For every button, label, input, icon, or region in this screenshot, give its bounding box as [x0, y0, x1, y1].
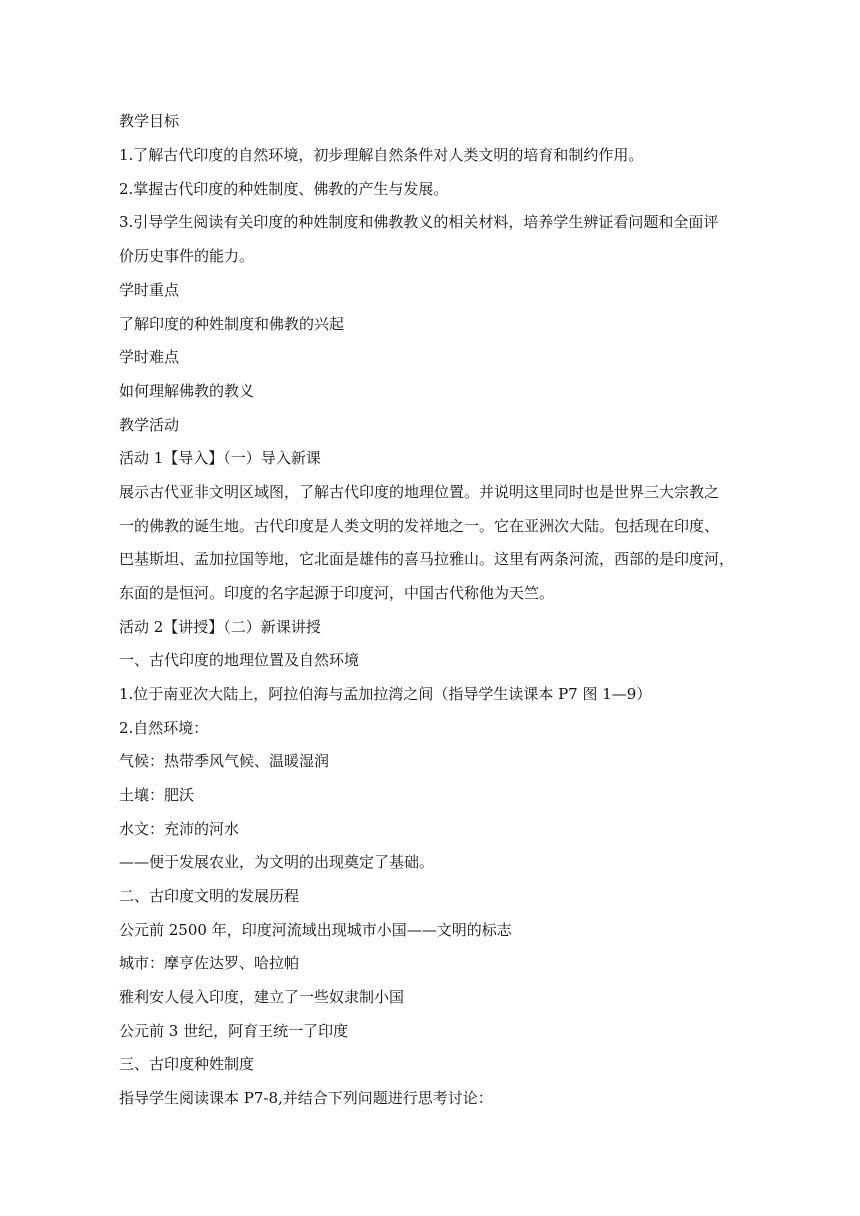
activity-1-paragraph-line-1: 展示古代亚非文明区域图，了解古代印度的地理位置。并说明这里同时也是世界三大宗教之 [119, 483, 720, 501]
goal-3-line-1: 3.引导学生阅读有关印度的种姓制度和佛教教义的相关材料，培养学生辨证看问题和全面评 [119, 213, 719, 231]
section-3-heading: 三、古印度种姓制度 [119, 1055, 255, 1073]
heading-teaching-goals: 教学目标 [119, 112, 180, 130]
history-line-2: 城市：摩亨佐达罗、哈拉帕 [119, 954, 300, 972]
heading-activities: 教学活动 [119, 416, 180, 434]
activity-2-title: 活动 2【讲授】（二）新课讲授 [119, 618, 321, 636]
goal-1: 1.了解古代印度的自然环境，初步理解自然条件对人类文明的培育和制约作用。 [119, 146, 644, 164]
climate-line: 气候：热带季风气候、温暖湿润 [119, 752, 330, 770]
history-line-4: 公元前 3 世纪，阿育王统一了印度 [119, 1022, 349, 1040]
activity-1-title: 活动 1【导入】（一）导入新课 [119, 449, 321, 467]
history-line-3: 雅利安人侵入印度，建立了一些奴隶制小国 [119, 988, 405, 1006]
heading-key-points: 学时重点 [119, 281, 180, 299]
goal-3-line-2: 价历史事件的能力。 [119, 247, 255, 265]
agriculture-line: ——便于发展农业，为文明的出现奠定了基础。 [119, 853, 435, 871]
difficulties-text: 如何理解佛教的教义 [119, 382, 255, 400]
goal-2: 2.掌握古代印度的种姓制度、佛教的产生与发展。 [119, 180, 449, 198]
soil-line: 土壤：肥沃 [119, 786, 195, 804]
activity-1-paragraph-line-2: 一的佛教的诞生地。古代印度是人类文明的发祥地之一。它在亚洲次大陆。包括现在印度、 [119, 517, 720, 535]
activity-1-paragraph-line-3: 巴基斯坦、孟加拉国等地，它北面是雄伟的喜马拉雅山。这里有两条河流，西部的是印度河， [119, 550, 735, 568]
section-1-point-1: 1.位于南亚次大陆上，阿拉伯海与孟加拉湾之间（指导学生读课本 P7 图 1—9） [119, 685, 652, 703]
heading-difficulties: 学时难点 [119, 348, 180, 366]
activity-1-paragraph-line-4: 东面的是恒河。印度的名字起源于印度河，中国古代称他为天竺。 [119, 584, 555, 602]
section-1-point-2: 2.自然环境： [119, 719, 209, 737]
section-3-instruction: 指导学生阅读课本 P7-8,并结合下列问题进行思考讨论： [119, 1089, 493, 1107]
section-1-heading: 一、古代印度的地理位置及自然环境 [119, 651, 360, 669]
hydrology-line: 水文：充沛的河水 [119, 820, 240, 838]
section-2-heading: 二、古印度文明的发展历程 [119, 887, 300, 905]
key-points-text: 了解印度的种姓制度和佛教的兴起 [119, 315, 345, 333]
history-line-1: 公元前 2500 年，印度河流域出现城市小国——文明的标志 [119, 921, 512, 939]
